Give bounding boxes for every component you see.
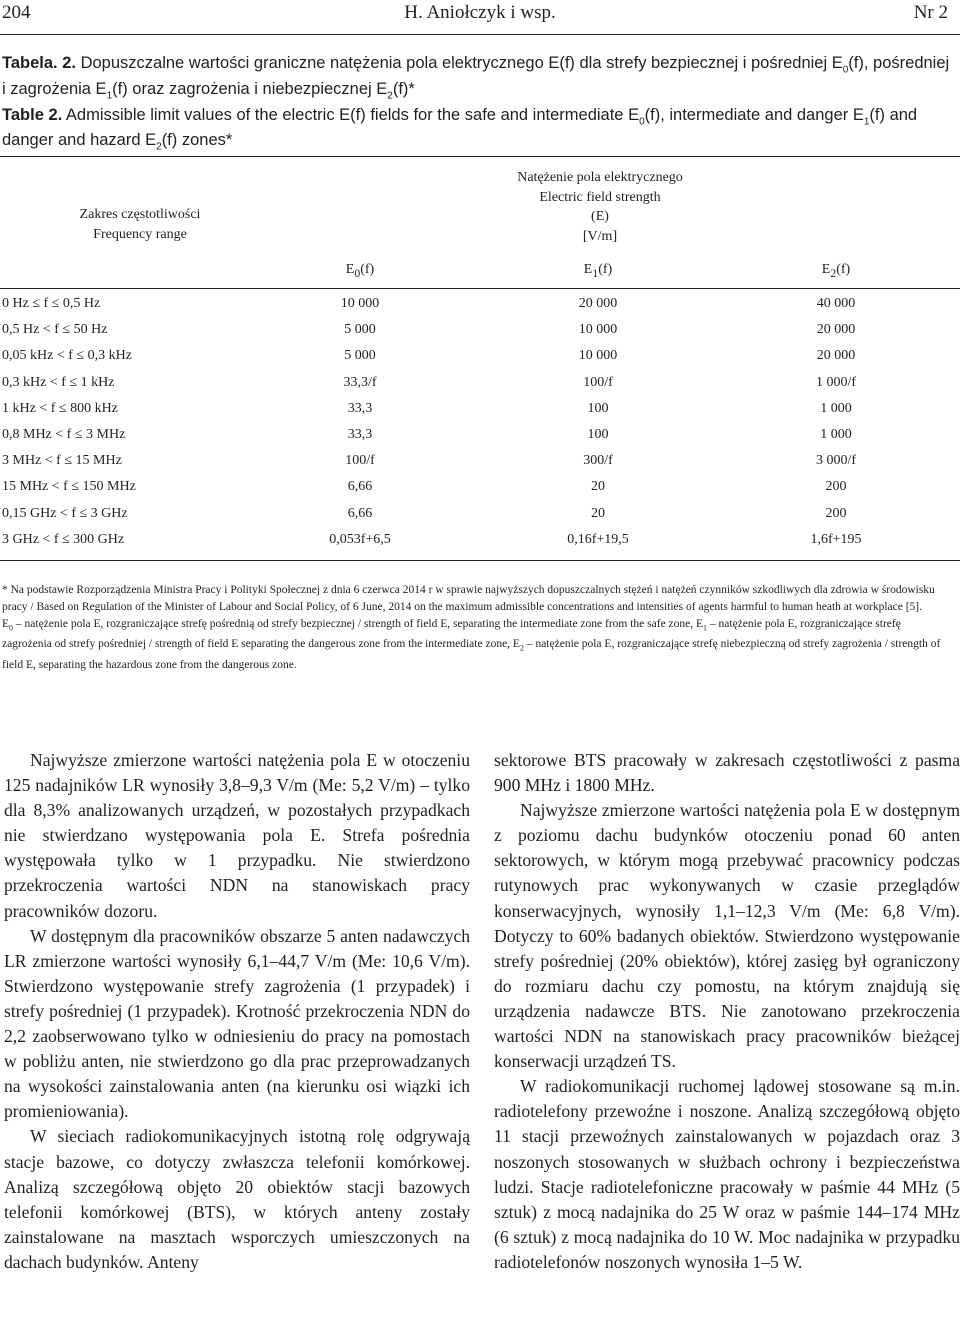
caption-pl-label: Tabela. 2. [2,54,76,72]
cell-e0: 5 000 [344,322,376,338]
cell-e0: 33,3/f [343,374,377,390]
caption-english [2,106,954,158]
cell-frequency-range: 1 kHz < f ≤ 800 kHz [2,400,118,416]
cell-e2: 40 000 [816,296,856,311]
cell-e1: 100 [587,400,609,416]
table-header-rule [0,288,960,289]
cell-e2: 3 000/f [815,453,857,469]
freq-range-header: Zakres częstotliwości Frequency range [79,207,201,242]
cell-e2: 20 000 [816,348,856,364]
running-header [0,0,960,28]
running-authors: H. Aniołczyk i wsp. [404,2,556,23]
header-rule [0,34,960,35]
caption-polish [2,54,954,106]
column-header-e1: $E_1(f)$ [583,262,613,280]
table-top-rule [0,156,960,157]
cell-e0: 33,3 [347,400,373,416]
page-number: 204 [2,2,31,23]
cell-e1: 20 000 [578,296,618,311]
cell-frequency-range: 0 Hz ≤ f ≤ 0,5 Hz [2,296,101,311]
cell-e2: 200 [825,479,847,495]
cell-frequency-range: 3 GHz < f ≤ 300 GHz [2,531,125,547]
paragraph: W sieciach radiokomunikacyjnych istotną rolę odgrywają stacje bazowe, co dotyczy zwłaszcza telefonii komórkowej. Analizą szczegółową objęto 20 obiektów stacji bazowych telefonii komórkowej (BTS), w których anteny zostały zainstalowane na masztach wsporczych umieszczonych na dachach budynków. Anteny [4,1126,470,1272]
cell-e2: 1 000/f [815,374,857,390]
cell-e0: 5 000 [344,348,376,364]
table-caption [2,54,954,157]
cell-e0: 10 000 [340,296,380,311]
column-header-e2: $E_2(f)$ [821,262,851,280]
column-header-e0: $E_0(f)$ [345,262,375,280]
body-column-left [4,748,470,1275]
caption-en-label: Table 2. [2,105,63,124]
cell-e1: 20 [591,505,605,521]
cell-frequency-range: 15 MHz < f ≤ 150 MHz [2,479,136,495]
paragraph: W dostępnym dla pracowników obszarze 5 anten nadawczych LR zmierzone wartości wynosiły 6,1–44,7 V/m (Me: 10,6 V/m). Stwierdzono występowanie strefy zagrożenia (1 przypadek) i strefy pośredniej (1 przypadek). Krotność przekroczenia NDN do 2,2 zaobserwowano tylko w odniesieniu do pracy na pomostach w pobliżu anten, nie stwierdzono go dla prac przeprowadzanych na wysokości zainstalowania anten (na kierunku osi wiązki ich promieniowania). [4,925,470,1122]
cell-frequency-range: 0,05 kHz < f ≤ 0,3 kHz [2,348,132,364]
cell-e2: 20 000 [816,322,856,338]
cell-frequency-range: 0,15 GHz < f ≤ 3 GHz [2,505,128,521]
cell-e1: 10 000 [578,348,618,364]
cell-frequency-range: 0,8 MHz < f ≤ 3 MHz [2,427,126,442]
paragraph: Najwyższe zmierzone wartości natężenia pola E w otoczeniu 125 nadajników LR wynosiły 3,8–9,3 V/m (Me: 5,2 V/m) – tylko dla 8,3% analizowanych urządzeń, w pozostałych przypadkach nie stwierdzano występowania pola E. Strefa pośrednia występowała tylko w 1 przypadku. Nie stwierdzono przekroczenia wartości NDN na stanowiskach pracy pracowników dozoru. [4,750,470,921]
cell-e2: 1 000 [820,400,852,416]
cell-frequency-range: 0,3 kHz < f ≤ 1 kHz [2,374,115,390]
caption-en-text: Admissible limit values of the electric E(f) fields for the safe and intermediate $E_0(f)$, intermediate and danger $E_1(f)$ and danger and hazard $E_2(f)$ zones* [2,105,918,153]
body-column-right [494,748,960,1275]
footnote-source: * Na podstawie Rozporządzenia Ministra Pracy i Polityki Społecznej z dnia 6 czerwca 2014 r w sprawie najwyższych dopuszczalnych stężeń i natężeń czynników szkodliwych dla zdrowia w środowisku pracy / Based on Regulation of the Minister of Labour and Social Policy, of 6 June, 2014 on the maximum admissible concentrations and intensities of agents harmful to human heath at workplace [5]. [2,584,935,613]
cell-frequency-range: 3 MHz < f ≤ 15 MHz [2,453,122,469]
cell-e1: 100 [587,427,609,442]
cell-e0: 100/f [345,453,375,469]
issue-number: Nr 2 [913,2,948,23]
cell-e1: 20 [591,479,605,495]
cell-e2: 200 [825,505,847,521]
paragraph: Najwyższe zmierzone wartości natężenia pola E w dostępnym z poziomu dachu budynków otoczeniu ponad 60 anten sektorowych, w którym mogą przebywać pracownicy podczas rutynowych prac wykonywanych w czasie przeglądów konserwacyjnych, wynosiły 1,1–12,3 V/m (Me: 6,8 V/m). Dotyczy to 60% badanych obiektów. Stwierdzono występowanie strefy pośredniej (20% obiektów), której zasięg był ograniczony do rozmiaru dachu czy pomostu, na którym znajdują się urządzenia nadawcze BTS. Nie zanotowano przekroczenia wartości NDN na stanowiskach pracy pracowników bieżącej konserwacji urządzeń TS. [494,800,960,1072]
cell-e1: 100/f [583,374,613,390]
paragraph: sektorowe BTS pracowały w zakresach częstotliwości z pasma 900 MHz i 1800 MHz. [494,750,960,796]
cell-e0: 0,053f+6,5 [329,531,391,547]
caption-pl-text: Dopuszczalne wartości graniczne natężenia pola elektrycznego E(f) dla strefy bezpiecznej i pośredniej $E_0(f)$, pośredniej i zagrożenia $E_1(f)$ oraz zagrożenia i niebezpiecznej $E_2(f)*$ [2,54,950,102]
cell-e1: 300/f [583,453,613,469]
cell-e1: 0,16f+19,5 [567,531,629,547]
cell-e0: 6,66 [347,479,373,495]
cell-e1: 10 000 [578,322,618,338]
cell-frequency-range: 0,5 Hz < f ≤ 50 Hz [2,322,108,338]
cell-e2: 1,6f+195 [810,531,862,547]
field-strength-header: Natężenie pola elektrycznego Electric field strength (E) [V/m] [517,170,683,244]
footnote-definitions: $E_0$ – natężenie pola E, rozgraniczające strefę pośrednią od strefy bezpiecznej / strength of field E, separating the intermediate zone from the safe zone, $E_1$ – natężenie pola E, rozgraniczające strefę zagrożenia od strefy pośredniej / strength of field E separating the dangerous zone from the intermediate zone, $E_2$ – natężenie pola E, rozgraniczające strefę niebezpieczną od strefy zagrożenia / strength of field E, separating the hazardous zone from the dangerous zone. [2,618,941,671]
paragraph: W radiokomunikacji ruchomej lądowej stosowane są m.in. radiotelefony przewoźne i noszone. Analizą szczegółową objęto 11 stacji przewoźnych zainstalowanych w pojazdach oraz 3 noszonych stosowanych w służbach ochrony i bezpieczeństwa ludzi. Stacje radiotelefoniczne pracowały w paśmie 44 MHz (5 sztuk) z mocą nadajnika do 25 W oraz w paśmie 144–174 MHz (6 sztuk) z mocą nadajnika do 10 W. Moc nadajnika w przypadku radiotelefonów noszonych wynosiła 1–5 W. [494,1076,960,1272]
cell-e0: 6,66 [347,505,373,521]
cell-e2: 1 000 [820,427,852,442]
table-bottom-rule [0,560,960,561]
cell-e0: 33,3 [347,427,373,442]
table-footnotes [2,582,950,674]
